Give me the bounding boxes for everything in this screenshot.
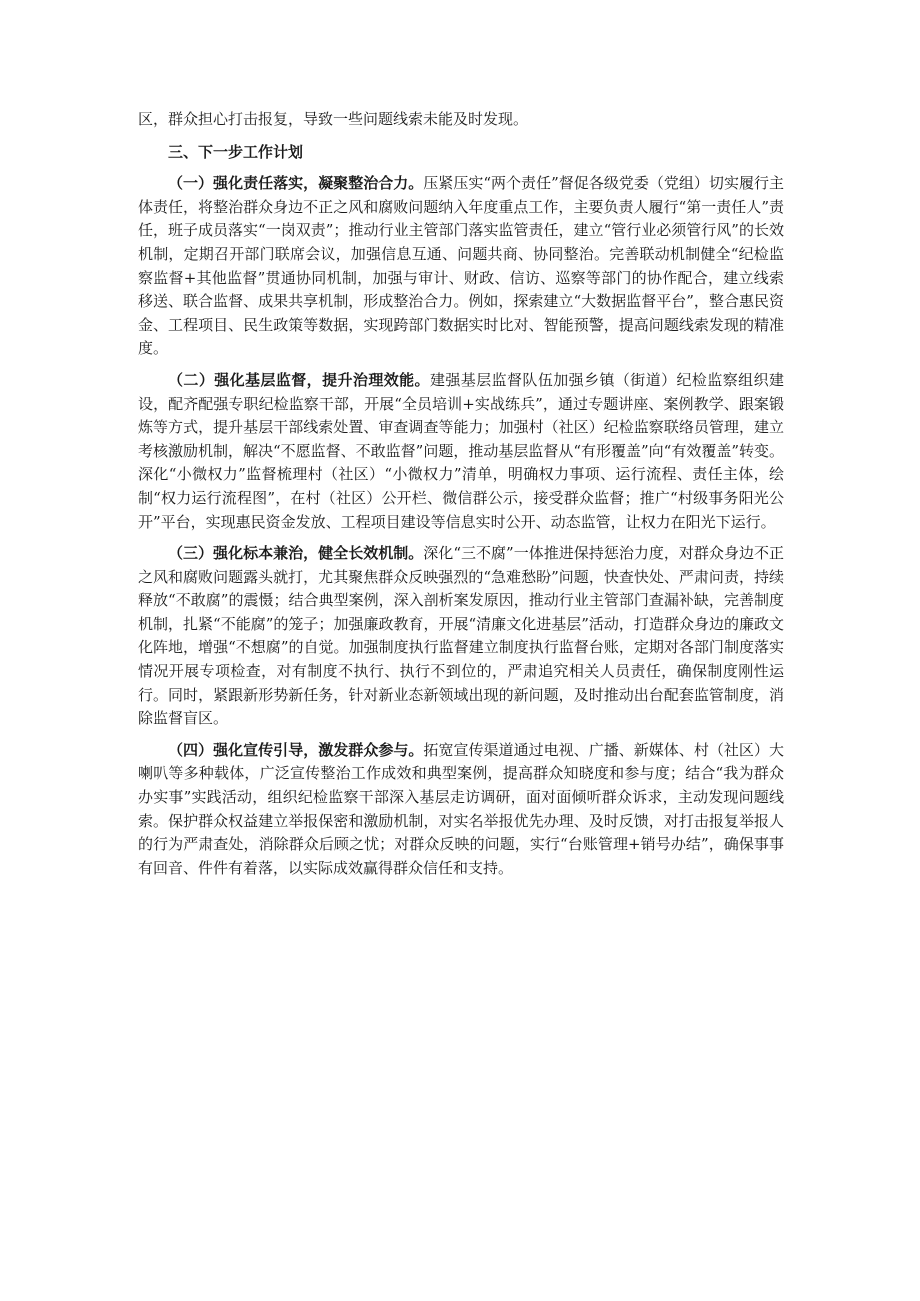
plan-item-2-body: 建强基层监督队伍加强乡镇（街道）纪检监察组织建设，配齐配强专职纪检监察干部，开展“全员培训+实战练兵”，通过专题讲座、案例教学、跟案锻炼等方式，提升基层干部线索处置、审查调查等能力；加强村（社区）纪检监察联络员管理，建立考核激励机制，解决“不愿监督、不敢监督”问题，推动基层监督从“有形覆盖”向“有效覆盖”转变。深化“小微权力”监督梳理村（社区）“小微权力”清单，明确权力事项、运行流程、责任主体，绘制“权力运行流程图”，在村（社区）公开栏、微信群公示，接受群众监督；推广“村级事务阳光公开”平台，实现惠民资金发放、工程项目建设等信息实时公开、动态监管，让权力在阳光下运行。 xyxy=(138,370,785,531)
plan-item-3-body: 深化“三不腐”一体推进保持惩治力度，对群众身边不正之风和腐败问题露头就打，尤其聚焦群众反映强烈的“急难愁盼”问题，快查快处、严肃问责，持续释放“不敢腐”的震慑；结合典型案例，深入剖析案发原因，推动行业主管部门查漏补缺，完善制度机制，扎紧“不能腐”的笼子；加强廉政教育，开展“清廉文化进基层”活动，打造群众身边的廉政文化阵地，增强“不想腐”的自觉。加强制度执行监督建立制度执行监督台账，定期对各部门制度落实情况开展专项检查，对有制度不执行、执行不到位的，严肃追究相关人员责任，确保制度刚性运行。同时，紧跟新形势新任务，针对新业态新领域出现的新问题，及时推动出台配套监管制度，消除监督盲区。 xyxy=(138,544,784,728)
plan-item-2 xyxy=(138,369,784,534)
plan-item-1-body: 压紧压实“两个责任”督促各级党委（党组）切实履行主体责任，将整治群众身边不正之风和腐败问题纳入年度重点工作，主要负责人履行“第一责任人”责任，班子成员落实“一岗双责”；推动行业主管部门落实监管责任，建立“管行业必须管行风”的长效机制，定期召开部门联席会议，加强信息互通、问题共商、协同整治。完善联动机制健全“纪检监察监督+其他监督”贯通协同机制，加强与审计、财政、信访、巡察等部门的协作配合，建立线索移送、联合监督、成果共享机制，形成整治合力。例如，探索建立“大数据监督平台”，整合惠民资金、工程项目、民生政策等数据，实现跨部门数据实时比对、智能预警，提高问题线索发现的精准度。 xyxy=(138,174,784,358)
plan-item-4 xyxy=(138,739,784,881)
plan-item-2-lead: （二）强化基层监督，提升治理效能。 xyxy=(168,370,430,389)
section-heading: 三、下一步工作计划 xyxy=(168,142,304,161)
plan-item-3 xyxy=(138,542,784,731)
document-page xyxy=(138,108,784,880)
carryover-paragraph: 区，群众担心打击报复，导致一些问题线索未能及时发现。 xyxy=(138,110,529,128)
plan-item-4-lead: （四）强化宣传引导，激发群众参与。 xyxy=(168,740,424,759)
plan-item-3-lead: （三）强化标本兼治，健全长效机制。 xyxy=(168,544,424,563)
plan-item-4-body: 拓宽宣传渠道通过电视、广播、新媒体、村（社区）大喇叭等多种载体，广泛宣传整治工作成效和典型案例，提高群众知晓度和参与度；结合“我为群众办实事”实践活动，组织纪检监察干部深入基层走访调研，面对面倾听群众诉求，主动发现问题线索。保护群众权益建立举报保密和激励机制，对实名举报优先办理、及时反馈，对打击报复举报人的行为严肃查处，消除群众后顾之忧；对群众反映的问题，实行“台账管理+销号办结”，确保事事有回音、件件有着落，以实际成效赢得群众信任和支持。 xyxy=(138,740,784,877)
plan-item-1-lead: （一）强化责任落实，凝聚整治合力。 xyxy=(168,174,424,193)
plan-item-1 xyxy=(138,172,784,361)
